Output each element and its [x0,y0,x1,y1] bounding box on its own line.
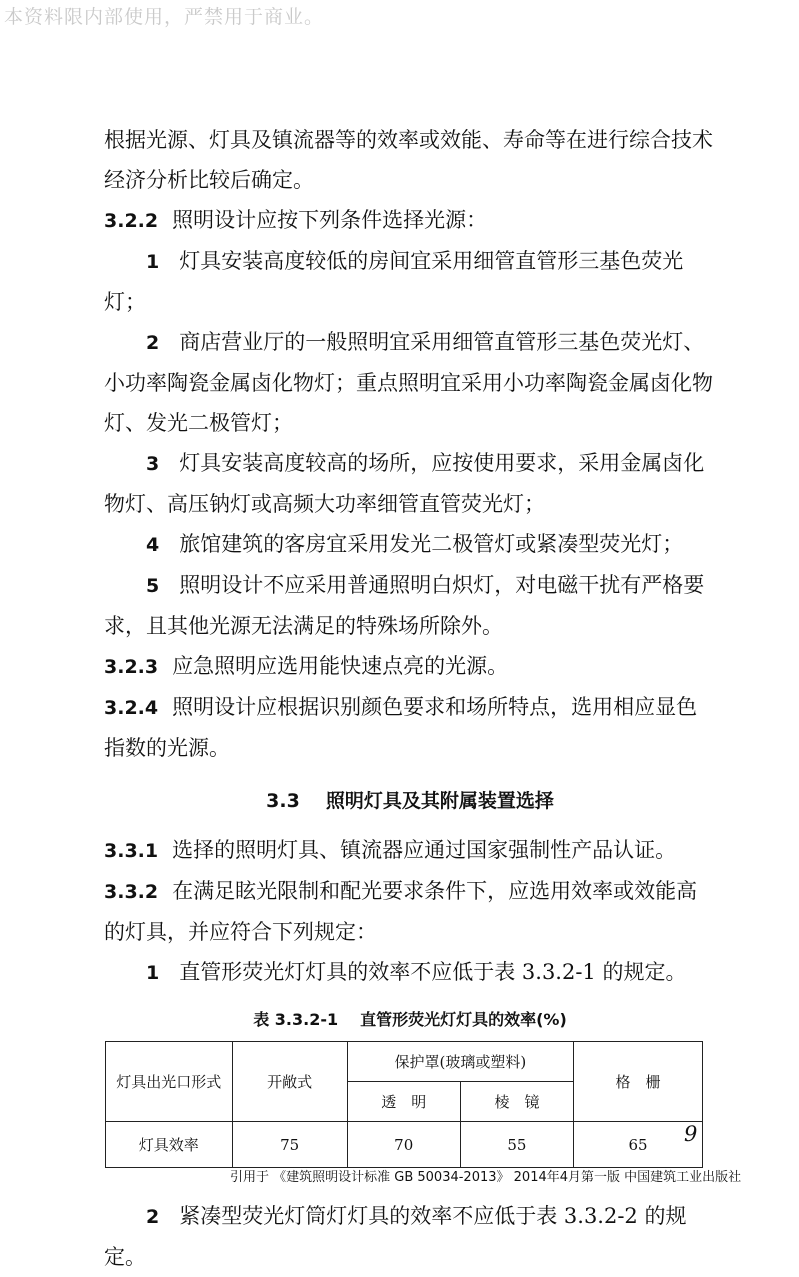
item-text: 灯具安装高度较高的场所，应按使用要求，采用金属卤化物灯、高压钠灯或高频大功率细管直管荧光灯； [104,451,705,516]
item-number: 2 [146,1206,160,1228]
item-number: 4 [146,534,160,556]
header-cell: 格 栅 [574,1042,703,1122]
page-body [104,120,716,1277]
list-item [104,1196,716,1277]
footer-citation: 引用于 《建筑照明设计标准 GB 50034-2013》 2014年4月第一版 中国建筑工业出版社 [230,1170,742,1185]
table-caption [104,1007,716,1033]
clause-3-2-3 [104,646,716,687]
item-number: 3 [146,453,160,475]
item-text: 直管形荧光灯灯具的效率不应低于表 3.3.2-1 的规定。 [179,960,687,984]
clause-3-3-1 [104,830,716,871]
list-item [104,241,716,322]
table-number: 表 3.3.2-1 [253,1010,339,1029]
clause-number: 3.3.1 [104,840,159,862]
clause-3-2-4 [104,687,716,768]
header-cell: 透 明 [347,1082,460,1122]
item-number: 2 [146,332,160,354]
item-text: 商店营业厅的一般照明宜采用细管直管形三基色荧光灯、小功率陶瓷金属卤化物灯；重点照明宜采用小功率陶瓷金属卤化物灯、发光二极管灯； [104,330,713,435]
clause-text: 照明设计应按下列条件选择光源： [172,208,488,232]
page-number: 9 [684,1122,698,1146]
section-title: 照明灯具及其附属装置选择 [325,790,554,812]
section-heading [104,786,716,816]
clause-number: 3.3.2 [104,881,159,903]
item-number: 1 [146,251,160,273]
clause-text: 在满足眩光限制和配光要求条件下，应选用效率或效能高的灯具，并应符合下列规定： [104,879,698,944]
table-cell: 65 [574,1122,703,1168]
section-number: 3.3 [266,790,300,812]
watermark: 本资料限内部使用，严禁用于商业。 [4,6,325,28]
paragraph-continued: 根据光源、灯具及镇流器等的效率或效能、寿命等在进行综合技术经济分析比较后确定。 [104,128,713,192]
item-number: 1 [146,962,160,984]
clause-3-3-2 [104,871,716,952]
item-number: 5 [146,575,160,597]
list-item [104,322,716,443]
table-title: 直管形荧光灯灯具的效率(%) [360,1010,567,1029]
clause-text: 选择的照明灯具、镇流器应通过国家强制性产品认证。 [172,838,677,862]
clause-text: 照明设计应根据识别颜色要求和场所特点，选用相应显色指数的光源。 [104,695,698,760]
item-text: 照明设计不应采用普通照明白炽灯，对电磁干扰有严格要求，且其他光源无法满足的特殊场所除外。 [104,573,705,638]
item-text: 旅馆建筑的客房宜采用发光二极管灯或紧凑型荧光灯； [179,532,684,556]
list-item [104,952,716,993]
clause-number: 3.2.2 [104,210,159,232]
clause-text: 应急照明应选用能快速点亮的光源。 [172,654,509,678]
header-cell: 棱 镜 [460,1082,573,1122]
list-item [104,524,716,565]
clause-3-2-2 [104,200,716,241]
list-item [104,565,716,646]
header-cell: 灯具出光口形式 [106,1042,233,1122]
header-cell: 保护罩(玻璃或塑料) [347,1042,573,1082]
efficiency-table [105,1041,703,1168]
header-cell: 开敞式 [232,1042,347,1122]
item-text: 灯具安装高度较低的房间宜采用细管直管形三基色荧光灯； [104,249,684,314]
table-cell: 70 [347,1122,460,1168]
clause-number: 3.2.3 [104,656,159,678]
row-label: 灯具效率 [106,1122,233,1168]
table-cell: 75 [232,1122,347,1168]
table-cell: 55 [460,1122,573,1168]
list-item [104,443,716,524]
item-text: 紧凑型荧光灯筒灯灯具的效率不应低于表 3.3.2-2 的规定。 [104,1204,687,1269]
clause-number: 3.2.4 [104,697,159,719]
